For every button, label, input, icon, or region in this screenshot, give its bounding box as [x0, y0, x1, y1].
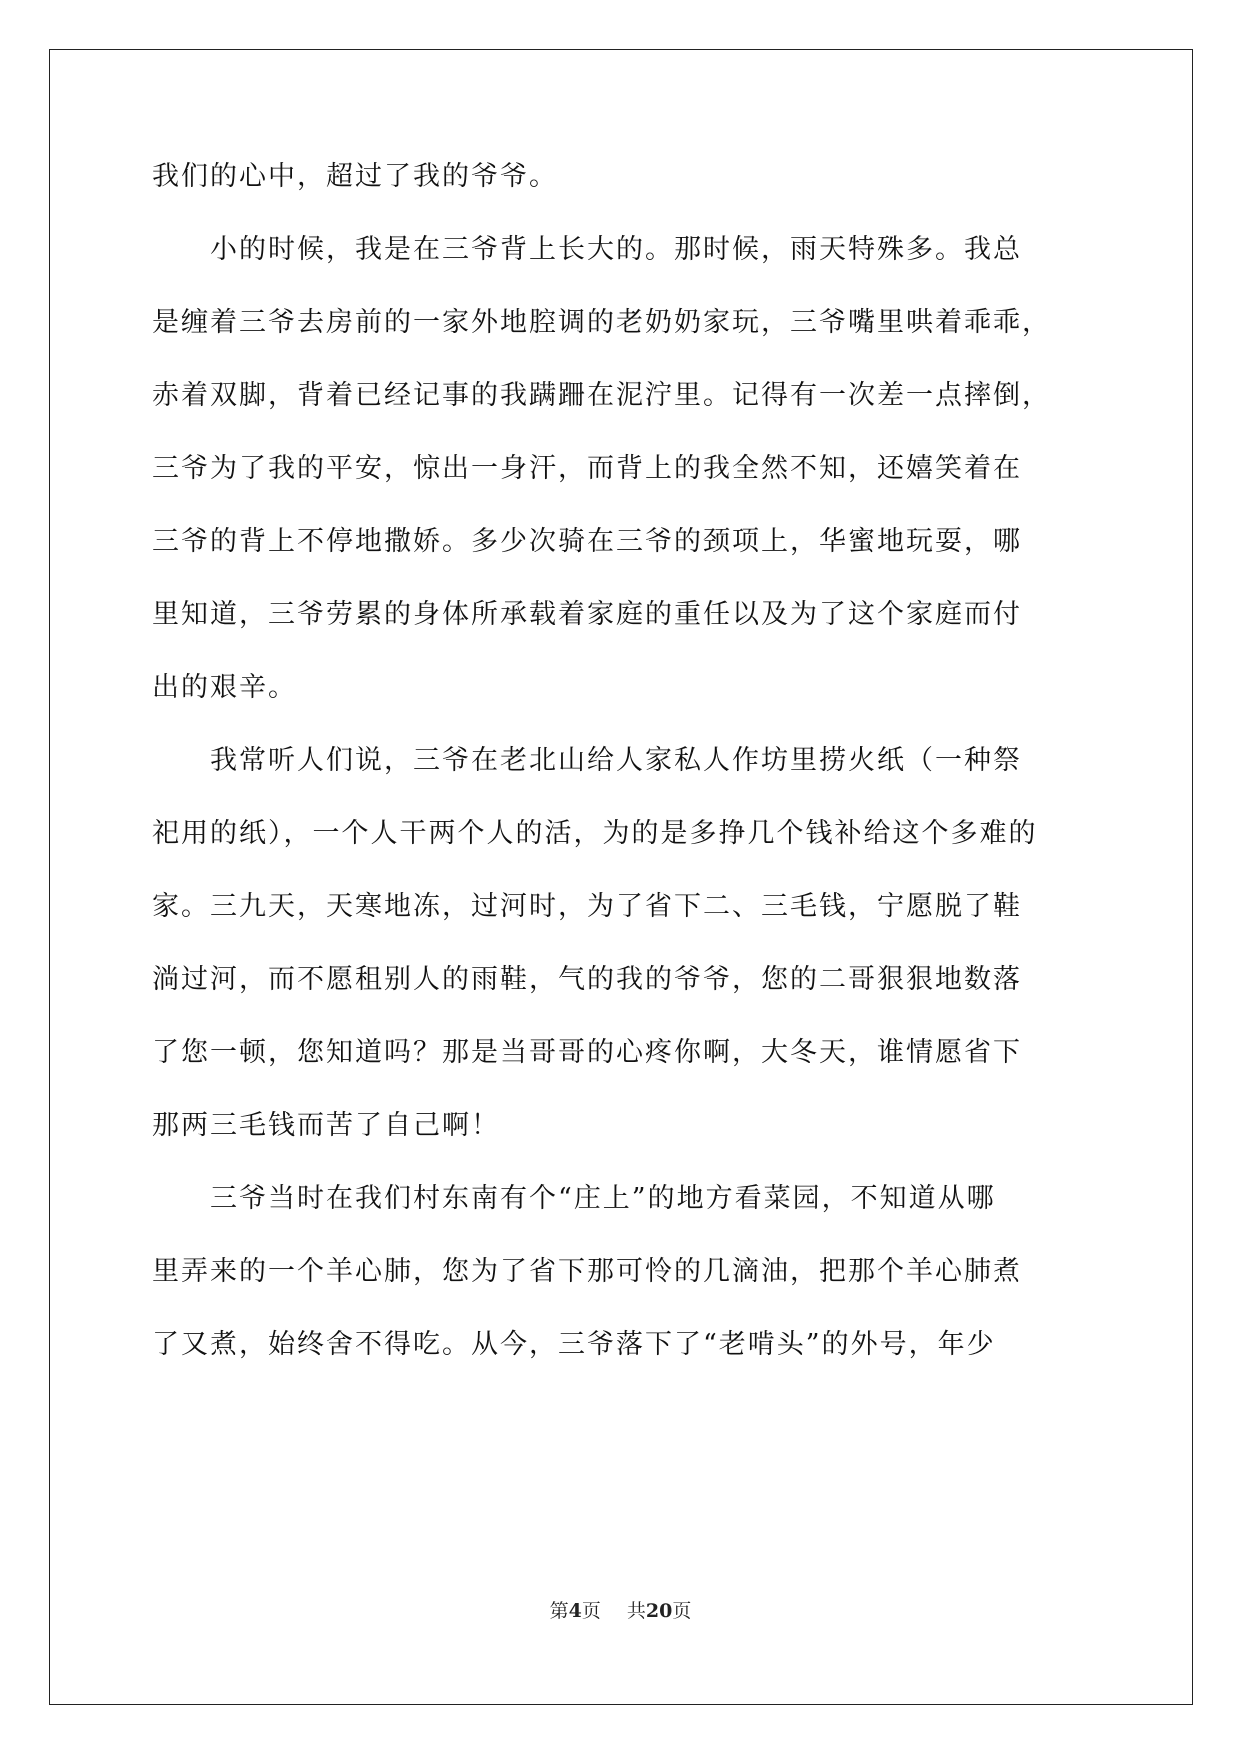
footer-total-suffix: 页 — [672, 1600, 692, 1622]
text-line: 三爷的背上不停地撒娇。多少次骑在三爷的颈项上，华蜜地玩耍，哪 — [152, 526, 1022, 557]
text-line: 了又煮，始终舍不得吃。从今，三爷落下了“老啃头”的外号，年少 — [152, 1329, 996, 1360]
footer-total-prefix: 共 — [626, 1600, 646, 1622]
text-line: 出的艰辛。 — [152, 672, 297, 703]
total-page-count: 20 — [645, 1600, 673, 1622]
footer-prefix: 第 — [549, 1600, 569, 1622]
text-line: 淌过河，而不愿租别人的雨鞋，气的我的爷爷，您的二哥狠狠地数落 — [152, 964, 1022, 995]
text-line: 那两三毛钱而苦了自己啊！ — [152, 1110, 500, 1141]
text-line: 祀用的纸），一个人干两个人的活，为的是多挣几个钱补给这个多难的 — [152, 818, 1038, 849]
current-page-number: 4 — [568, 1600, 582, 1622]
text-line: 三爷为了我的平安，惊出一身汗，而背上的我全然不知，还嬉笑着在 — [152, 453, 1022, 484]
text-line: 我们的心中，超过了我的爷爷。 — [152, 161, 558, 192]
text-line: 我常听人们说，三爷在老北山给人家私人作坊里捞火纸（一种祭 — [152, 745, 1022, 776]
text-line: 小的时候，我是在三爷背上长大的。那时候，雨天特殊多。我总 — [152, 234, 1022, 265]
text-line: 里弄来的一个羊心肺，您为了省下那可怜的几滴油，把那个羊心肺煮 — [152, 1256, 1022, 1287]
page-border — [49, 49, 1193, 1705]
text-line: 里知道，三爷劳累的身体所承载着家庭的重任以及为了这个家庭而付 — [152, 599, 1022, 630]
page-footer — [0, 1596, 1241, 1623]
text-line: 是缠着三爷去房前的一家外地腔调的老奶奶家玩，三爷嘴里哄着乖乖， — [152, 307, 1051, 338]
text-line: 了您一顿，您知道吗？那是当哥哥的心疼你啊，大冬天，谁情愿省下 — [152, 1037, 1022, 1068]
text-line: 三爷当时在我们村东南有个“庄上”的地方看菜园，不知道从哪 — [152, 1183, 996, 1214]
text-line: 赤着双脚，背着已经记事的我蹒跚在泥泞里。记得有一次差一点摔倒， — [152, 380, 1051, 411]
text-line: 家。三九天，天寒地冻，过河时，为了省下二、三毛钱，宁愿脱了鞋 — [152, 891, 1022, 922]
footer-page-suffix: 页 — [581, 1600, 601, 1622]
